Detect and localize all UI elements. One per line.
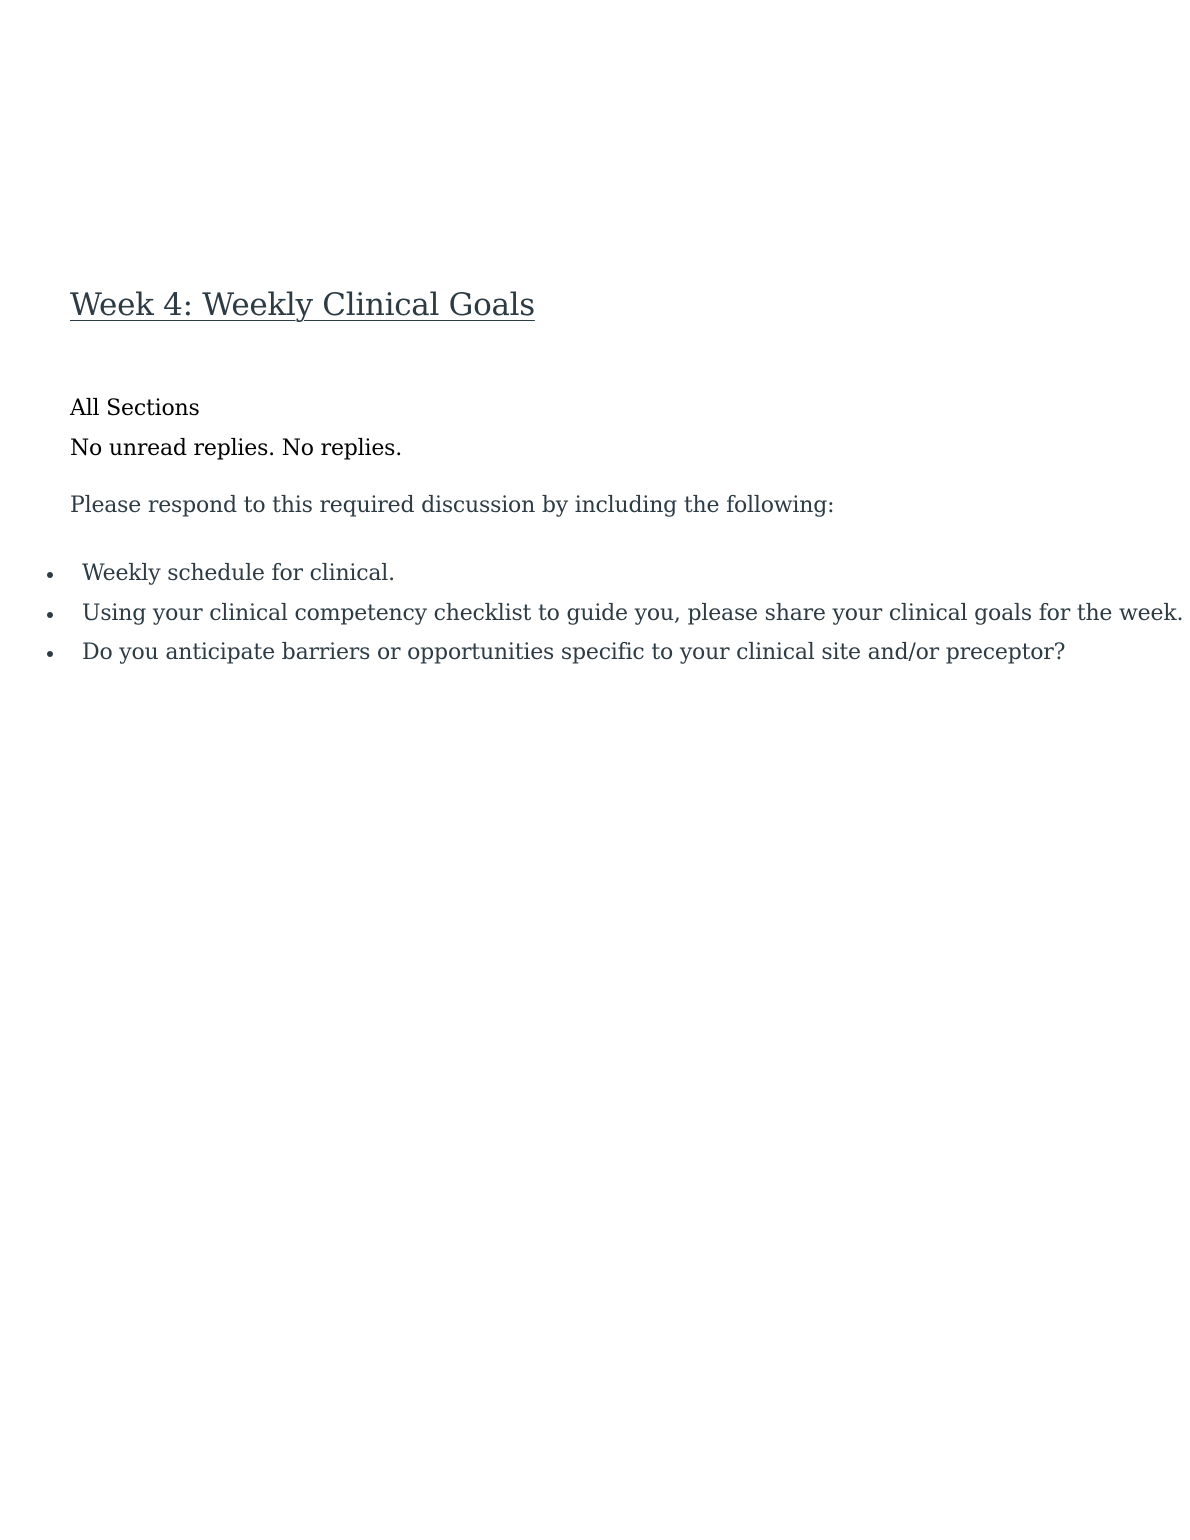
requirements-list	[0, 561, 1183, 680]
list-item-text: Using your clinical competency checklist to guide you, please share your clinical goals for the week.	[82, 600, 1184, 626]
bullet-icon	[47, 572, 53, 578]
list-item	[0, 561, 1183, 601]
list-item	[0, 601, 1183, 641]
sections-label: All Sections	[70, 396, 200, 421]
list-item-text: Weekly schedule for clinical.	[82, 561, 395, 586]
discussion-prompt: Please respond to this required discussion by including the following:	[70, 493, 835, 518]
reply-status: No unread replies. No replies.	[70, 436, 403, 461]
list-item-text: Do you anticipate barriers or opportunities specific to your clinical site and/or preceptor?	[82, 640, 1066, 665]
bullet-icon	[47, 612, 53, 618]
list-item	[0, 640, 1183, 680]
discussion-title-link[interactable]: Week 4: Weekly Clinical Goals	[70, 287, 535, 323]
bullet-icon	[47, 651, 53, 657]
